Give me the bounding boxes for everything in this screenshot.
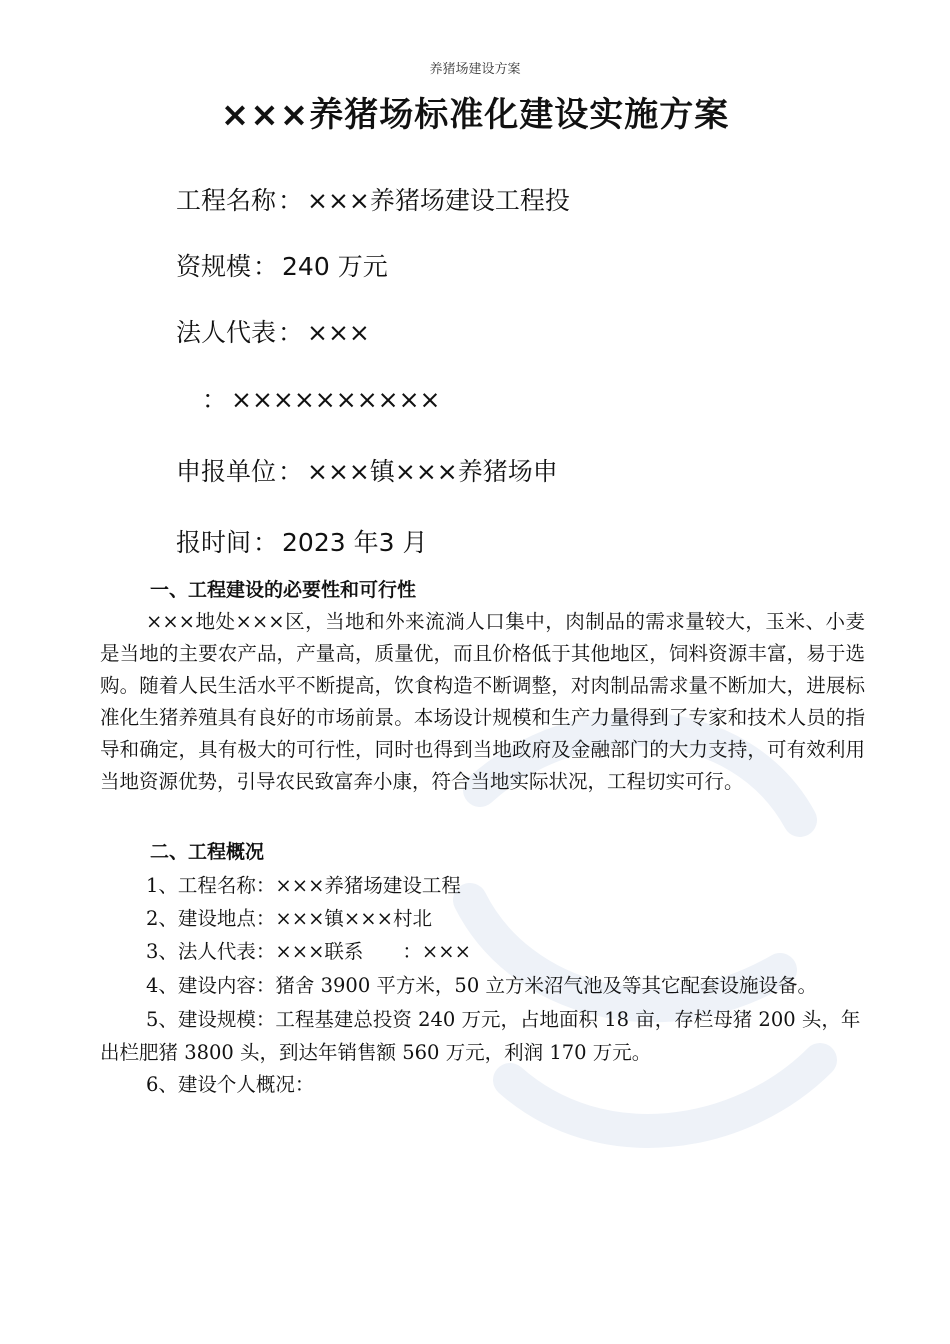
separator: ： [202,385,228,414]
applicant-line [176,455,558,489]
separator: ： [278,186,304,215]
investment-scale-label: 资规模 [176,252,252,281]
investment-scale-value: 240 万元 [282,252,388,281]
contact-line [200,383,441,417]
overview-item: 4、建设内容：猪舍 3900 平方米，50 立方米沼气池及等其它配套设施设备。 [146,974,817,997]
running-header: 养猪场建设方案 [429,62,521,77]
report-date-line [176,526,427,560]
project-name-line [176,184,570,218]
separator: ： [278,457,304,486]
section-heading-overview: 二、工程概况 [150,841,265,863]
project-name-value: ×××养猪场建设工程投 [307,186,570,215]
report-date-label: 报时间 [176,528,252,557]
separator: ： [253,528,279,557]
document-title: ×××养猪场标准化建设实施方案 [220,95,730,135]
overview-item: 2、建设地点：×××镇×××村北 [146,907,432,930]
project-name-label: 工程名称 [176,186,277,215]
report-date-value: 2023 年3 月 [282,528,428,557]
applicant-label: 申报单位 [176,457,277,486]
separator: ： [253,252,279,281]
section-heading-necessity: 一、工程建设的必要性和可行性 [150,579,417,601]
legal-rep-line [176,316,370,350]
investment-scale-line [176,250,388,284]
necessity-paragraph: ×××地处×××区，当地和外来流淌人口集中，肉制品的需求量较大，玉米、小麦是当地的主要农产品，产量高，质量优，而且价格低于其他地区，饲料资源丰富，易于选购。随着人民生活水平不断提高，饮食构造不断调整，对肉制品需求量不断加大，进展标准化生猪养殖具有良好的市场前景。本场设计规模和生产力量得到了专家和技术人员的指导和确定，具有极大的可行性，同时也得到当地政府及金融部门的大力支持，可有效利用当地资源优势，引导农民致富奔小康，符合当地实际状况，工程切实可行。 [100,610,865,793]
legal-rep-value: ××× [307,318,370,347]
overview-item: 1、工程名称：×××养猪场建设工程 [146,874,461,897]
contact-value: ×××××××××× [231,385,441,414]
applicant-value: ×××镇×××养猪场申 [307,457,558,486]
overview-item: 5、建设规模：工程基建总投资 240 万元，占地面积 18 亩，存栏母猪 200 头，年出栏肥猪 3800 头，到达年销售额 560 万元，利润 170 万元。 [100,1008,861,1064]
legal-rep-label: 法人代表 [176,318,277,347]
separator: ： [278,318,304,347]
overview-item: 6、建设个人概况： [146,1073,315,1096]
overview-item: 3、法人代表：×××联系 ：××× [146,940,471,963]
